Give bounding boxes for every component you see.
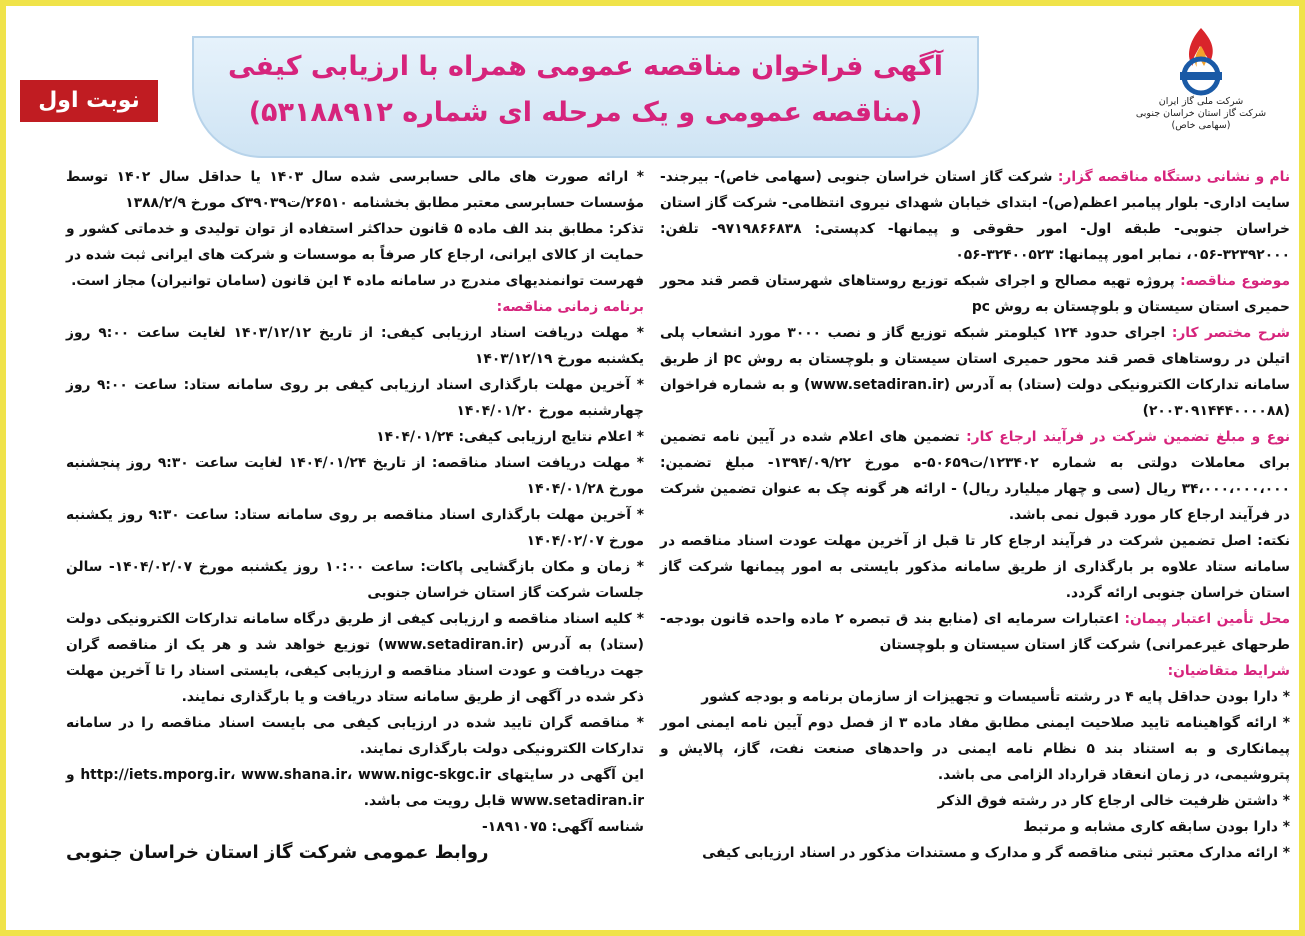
publication-badge: نوبت اول	[20, 80, 158, 122]
summary-text: اجرای حدود ۱۲۴ کیلومتر شبکه توزیع گاز و نصب ۳۰۰۰ مورد انشعاب پلی اتیلن در روستاهای قصر قند محور حمیری استان سیستان و بلوچستان به روش pc از طریق سامانه تدارکات الکترونیکی دولت (ستاد) به آدرس (www.setadiran.ir) و به شماره فراخوان (۲۰۰۳۰۹۱۴۴۴۰۰۰۰۸۸)	[660, 325, 1290, 419]
summary-label: شرح مختصر کار:	[1171, 325, 1290, 341]
condition-item: * دارا بودن حداقل پایه ۴ در رشته تأسیسات و تجهیزات از سازمان برنامه و بودجه کشور	[701, 689, 1290, 705]
condition-item: * ارائه مدارک معتبر ثبتی مناقصه گر و مدارک و مستندات مذکور در اسناد ارزیابی کیفی	[702, 845, 1290, 861]
schedule-item: * آخرین مهلت بارگذاری اسناد مناقصه بر روی سامانه ستاد: ساعت ۹:۳۰ روز یکشنبه مورخ ۱۴۰۴/۰۲/۰۷	[66, 507, 644, 549]
logo-text-2: شرکت گاز استان خراسان جنوبی	[1135, 108, 1267, 119]
address-label: نام و نشانی دستگاه مناقصه گزار:	[1057, 169, 1290, 185]
funding-section	[660, 606, 1290, 658]
conditions-label: شرایط متقاضیان:	[1167, 663, 1290, 679]
schedule-item: * کلیه اسناد مناقصه و ارزیابی کیفی از طریق درگاه سامانه تدارکات الکترونیکی دولت (ستاد) به آدرس (www.setadiran.ir) توزیع خواهد شد و هر یک از مناقصه گران جهت دریافت و عودت اسناد مناقصه و ارزیابی کیفی، بایستی اسناد را تا آخرین مهلت ذکر شده در آگهی از طریق سامانه ستاد دریافت و یا بارگذاری نمایند.	[66, 611, 644, 705]
schedule-item: * آخرین مهلت بارگذاری اسناد ارزیابی کیفی بر روی سامانه ستاد: ساعت ۹:۰۰ روز چهارشنبه مورخ ۱۴۰۴/۰۱/۲۰	[66, 377, 645, 419]
public-relations-signature: روابط عمومی شرکت گاز استان خراسان جنوبی	[66, 842, 489, 863]
financial-statements: * ارائه صورت های مالی حسابرسی شده سال ۱۴۰۳ یا حداقل سال ۱۴۰۲ توسط مؤسسات حسابرسی معتبر مطابق بخشنامه ۲۶۵۱۰/ت۳۹۰۳۹ک مورخ ۱۳۸۸/۲/۹	[66, 169, 644, 211]
gas-flame-icon	[1166, 24, 1236, 96]
work-summary	[660, 320, 1290, 424]
notice-id: شناسه آگهی: ۱۸۹۱۰۷۵-	[482, 819, 644, 835]
schedule-item: * مهلت دریافت اسناد ارزیابی کیفی: از تاریخ ۱۴۰۳/۱۲/۱۲ لغایت ساعت ۹:۰۰ روز یکشنبه مورخ ۱۴۰۳/۱۲/۱۹	[66, 325, 645, 367]
guarantee-section	[660, 424, 1290, 528]
tender-subject	[660, 268, 1290, 320]
note-text: نکته: اصل تضمین شرکت در فرآیند ارجاع کار تا قبل از آخرین مهلت عودت اسناد مناقصه در سامانه ستاد علاوه بر بارگذاری از طریق سامانه مذکور بایستی به امور پیمانها شرکت گاز استان خراسان جنوبی ارائه گردد.	[660, 533, 1290, 601]
schedule-label: برنامه زمانی مناقصه:	[496, 299, 644, 315]
condition-item: * ارائه گواهینامه تایید صلاحیت ایمنی مطابق مفاد ماده ۳ از فصل دوم آیین نامه ایمنی امور پیمانکاری و به استناد بند ۵ نظام نامه ایمنی در واحدهای صنعت نفت، گاز، پالایش و پتروشیمی، در زمان انعقاد قرارداد الزامی می باشد.	[660, 715, 1290, 783]
reminder-text: تذکر: مطابق بند الف ماده ۵ قانون حداکثر استفاده از توان تولیدی و خدماتی کشور و حمایت از کالای ایرانی، ارجاع کار صرفاً به موسسات و شرکت های ایرانی ثبت شده در فهرست توانمندیهای مندرج در سامانه ماده ۴ این قانون (سامان توانیران) مجاز است.	[66, 221, 644, 289]
right-column	[660, 164, 1290, 866]
logo-text-3: (سهامی خاص)	[1171, 120, 1231, 131]
guarantee-text: تضمین های اعلام شده در آیین نامه تضمین برای معاملات دولتی به شماره ۱۲۳۴۰۲/ت۵۰۶۵۹-ه مورخ ۱۳۹۴/۰۹/۲۲- مبلغ تضمین: ۳۴،۰۰۰،۰۰۰،۰۰۰ ریال (سی و چهار میلیارد ریال) - ارائه هر گونه چک به عنوان تضمین شرکت در فرآیند ارجاع کار مورد قبول نمی باشد.	[660, 429, 1291, 523]
address-text: شرکت گاز استان خراسان جنوبی (سهامی خاص)- بیرجند- سایت اداری- بلوار پیامبر اعظم(ص)- ابتدای خیابان شهدای نیروی انتظامی- شرکت گاز استان خراسان جنوبی- طبقه اول- امور حقوقی و پیمانها- کدپستی: ۹۷۱۹۸۶۶۸۳۸- تلفن: ۳۲۳۹۲۰۰۰-۰۵۶، نمابر امور پیمانها: ۳۲۴۰۰۵۲۳-۰۵۶	[660, 169, 1290, 263]
schedule-item: * اعلام نتایج ارزیابی کیفی: ۱۴۰۴/۰۱/۲۴	[376, 429, 644, 445]
schedule-item: * مناقصه گران تایید شده در ارزیابی کیفی می بایست اسناد مناقصه را در سامانه تدارکات الکترونیکی دولت بارگذاری نمایند.	[66, 715, 644, 757]
company-logo	[1111, 24, 1291, 164]
organizer-address	[660, 164, 1290, 268]
left-column	[66, 164, 644, 866]
title-line-1: آگهی فراخوان مناقصه عمومی همراه با ارزیابی کیفی	[228, 51, 943, 82]
funding-label: محل تأمین اعتبار پیمان:	[1124, 611, 1290, 627]
title-line-2: (مناقصه عمومی و یک مرحله ای شماره ۵۳۱۸۸۹۱۲)	[248, 97, 923, 128]
schedule-item: * زمان و مکان بازگشایی پاکات: ساعت ۱۰:۰۰ روز یکشنبه مورخ ۱۴۰۴/۰۲/۰۷- سالن جلسات شرکت گاز استان خراسان جنوبی	[66, 559, 645, 601]
condition-item: * دارا بودن سابقه کاری مشابه و مرتبط	[1023, 819, 1290, 835]
websites-text: این آگهی در سایتهای http://iets.mporg.ir، www.shana.ir، www.nigc-skgc.ir و www.setadiran.ir قابل رویت می باشد.	[66, 767, 644, 809]
logo-text-1: شرکت ملی گاز ایران	[1158, 96, 1244, 107]
schedule-item: * مهلت دریافت اسناد مناقصه: از تاریخ ۱۴۰۴/۰۱/۲۴ لغایت ساعت ۹:۳۰ روز پنجشنبه مورخ ۱۴۰۴/۰۱/۲۸	[66, 455, 644, 497]
condition-item: * داشتن ظرفیت خالی ارجاع کار در رشته فوق الذکر	[937, 793, 1290, 809]
guarantee-label: نوع و مبلغ تضمین شرکت در فرآیند ارجاع کار:	[966, 429, 1290, 445]
title-banner	[192, 36, 979, 158]
subject-text: پروژه تهیه مصالح و اجرای شبکه توزیع روستاهای شهرستان قصر قند محور حمیری استان سیستان و بلوچستان به روش pc	[660, 273, 1290, 315]
funding-text: اعتبارات سرمایه ای (منابع بند ق تبصره ۲ ماده واحده قانون بودجه- طرحهای غیرعمرانی) شرکت گاز استان سیستان و بلوچستان	[660, 611, 1290, 653]
subject-label: موضوع مناقصه:	[1180, 273, 1291, 289]
